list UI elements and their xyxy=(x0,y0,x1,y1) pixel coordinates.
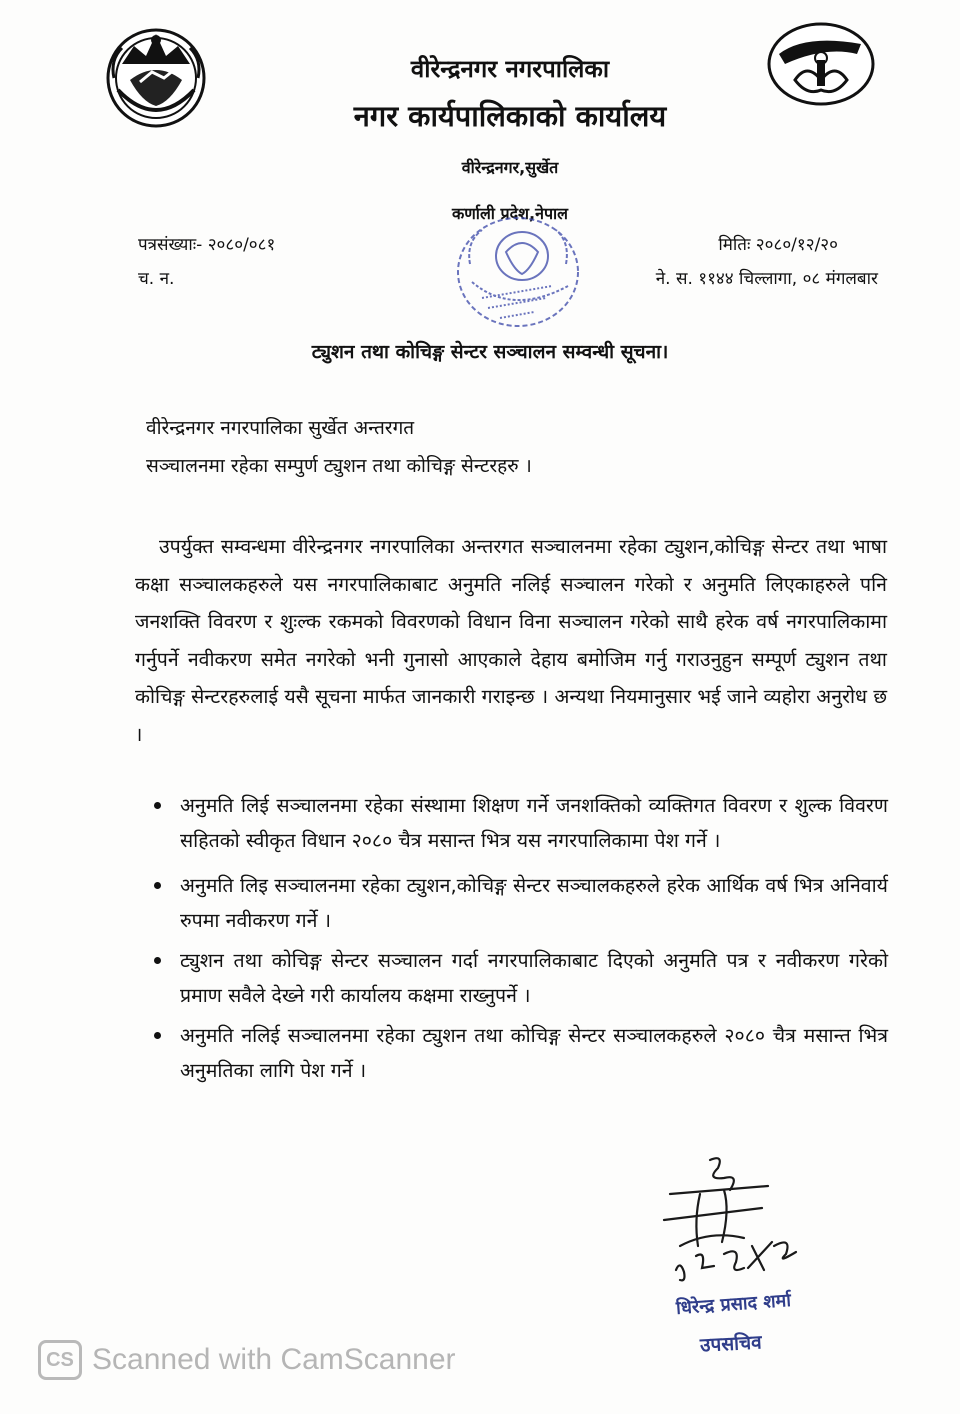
camscanner-logo-icon: CS xyxy=(38,1340,82,1380)
bullet-icon xyxy=(154,802,161,809)
list-item xyxy=(150,943,888,1013)
list-item xyxy=(150,788,888,858)
province-name: कर्णाली प्रदेश,नेपाल xyxy=(451,204,569,223)
handwritten-signature xyxy=(640,1150,830,1300)
reference-number: पत्रसंख्याः- २०८०/०८१ xyxy=(138,235,276,255)
signer-designation: उपसचिव xyxy=(699,1331,763,1357)
bullet-icon xyxy=(154,1032,161,1039)
bullet-icon xyxy=(154,957,161,964)
nepal-sambat-date: ने. स. ११४४ चिल्लागा, ०८ मंगलबार xyxy=(655,269,878,289)
camscanner-watermark xyxy=(38,1336,456,1384)
watermark-text: Scanned with CamScanner xyxy=(92,1343,456,1376)
office-stamp xyxy=(452,212,584,332)
notice-body: उपर्युक्त सम्वन्धमा वीरेन्द्रनगर नगरपालिका अन्तरगत सञ्चालनमा रहेका ट्युशन,कोचिङ्ग सेन्टर तथा भाषा कक्षा सञ्चालकहरुले यस नगरपालिकाबाट अनुमति नलिई सञ्चालन गरेको र अनुमति लिएकाहरुले पनि जनशक्ति विवरण र शुःल्क रकमको विवरणको विधान विना सञ्चालन गरेको साथै हरेक वर्ष नगरपालिकामा गर्नुपर्ने नवीकरण समेत नगरेको भनी गुनासो आएकाले देहाय बमोजिम गर्नु गराउनुहुन सम्पूर्ण ट्युशन तथा कोचिङ्ग सेन्टरहरुलाई यसै सूचना मार्फत जानकारी गराइन्छ । अन्यथा नियमानुसार भई जाने व्यहोरा अनुरोध छ । xyxy=(135,535,887,746)
list-item-text: ट्युशन तथा कोचिङ्ग सेन्टर सञ्चालन गर्दा नगरपालिकाबाट दिएको अनुमति पत्र र नवीकरण गरेको प्रमाण सवैले देख्ने गरी कार्यालय कक्षमा राख्नुपर्ने । xyxy=(180,949,888,1007)
municipality-name: वीरेन्द्रनगर नगरपालिका xyxy=(410,55,610,83)
letter-date: मितिः २०८०/१२/२० xyxy=(718,235,838,255)
list-item-text: अनुमति लिई सञ्चालनमा रहेका संस्थामा शिक्षण गर्ने जनशक्तिको व्यक्तिगत विवरण र शुल्क विवरण सहितको स्वीकृत विधान २०८० चैत्र मसान्त भित्र यस नगरपालिकामा पेश गर्ने । xyxy=(180,794,888,852)
office-address: वीरेन्द्रनगर,सुर्खेत xyxy=(461,158,559,177)
list-item-text: अनुमति नलिई सञ्चालनमा रहेका ट्युशन तथा कोचिङ्ग सेन्टर सञ्चालकहरुले २०८० चैत्र मसान्त भित्र अनुमतिका लागि पेश गर्ने । xyxy=(180,1024,888,1082)
instruction-list xyxy=(150,788,888,1088)
addressee-line-1: वीरेन्द्रनगर नगरपालिका सुर्खेत अन्तरगत xyxy=(146,417,415,439)
addressee-line-2: सञ्चालनमा रहेका सम्पुर्ण ट्युशन तथा कोचिङ्ग सेन्टरहरु । xyxy=(146,455,532,477)
list-item-text: अनुमति लिइ सञ्चालनमा रहेका ट्युशन,कोचिङ्ग सेन्टर सञ्चालकहरुले हरेक आर्थिक वर्ष भित्र अनिवार्य रुपमा नवीकरण गर्ने । xyxy=(180,874,888,932)
notice-subject: ट्युशन तथा कोचिङ्ग सेन्टर सञ्चालन सम्वन्धी सूचना। xyxy=(311,341,669,363)
bullet-icon xyxy=(154,882,161,889)
signer-name: धिरेन्द्र प्रसाद शर्मा xyxy=(675,1290,792,1319)
dispatch-number: च. न. xyxy=(138,269,175,289)
list-item xyxy=(150,868,888,938)
office-title: नगर कार्यपालिकाको कार्यालय xyxy=(353,99,667,133)
list-item xyxy=(150,1018,888,1088)
